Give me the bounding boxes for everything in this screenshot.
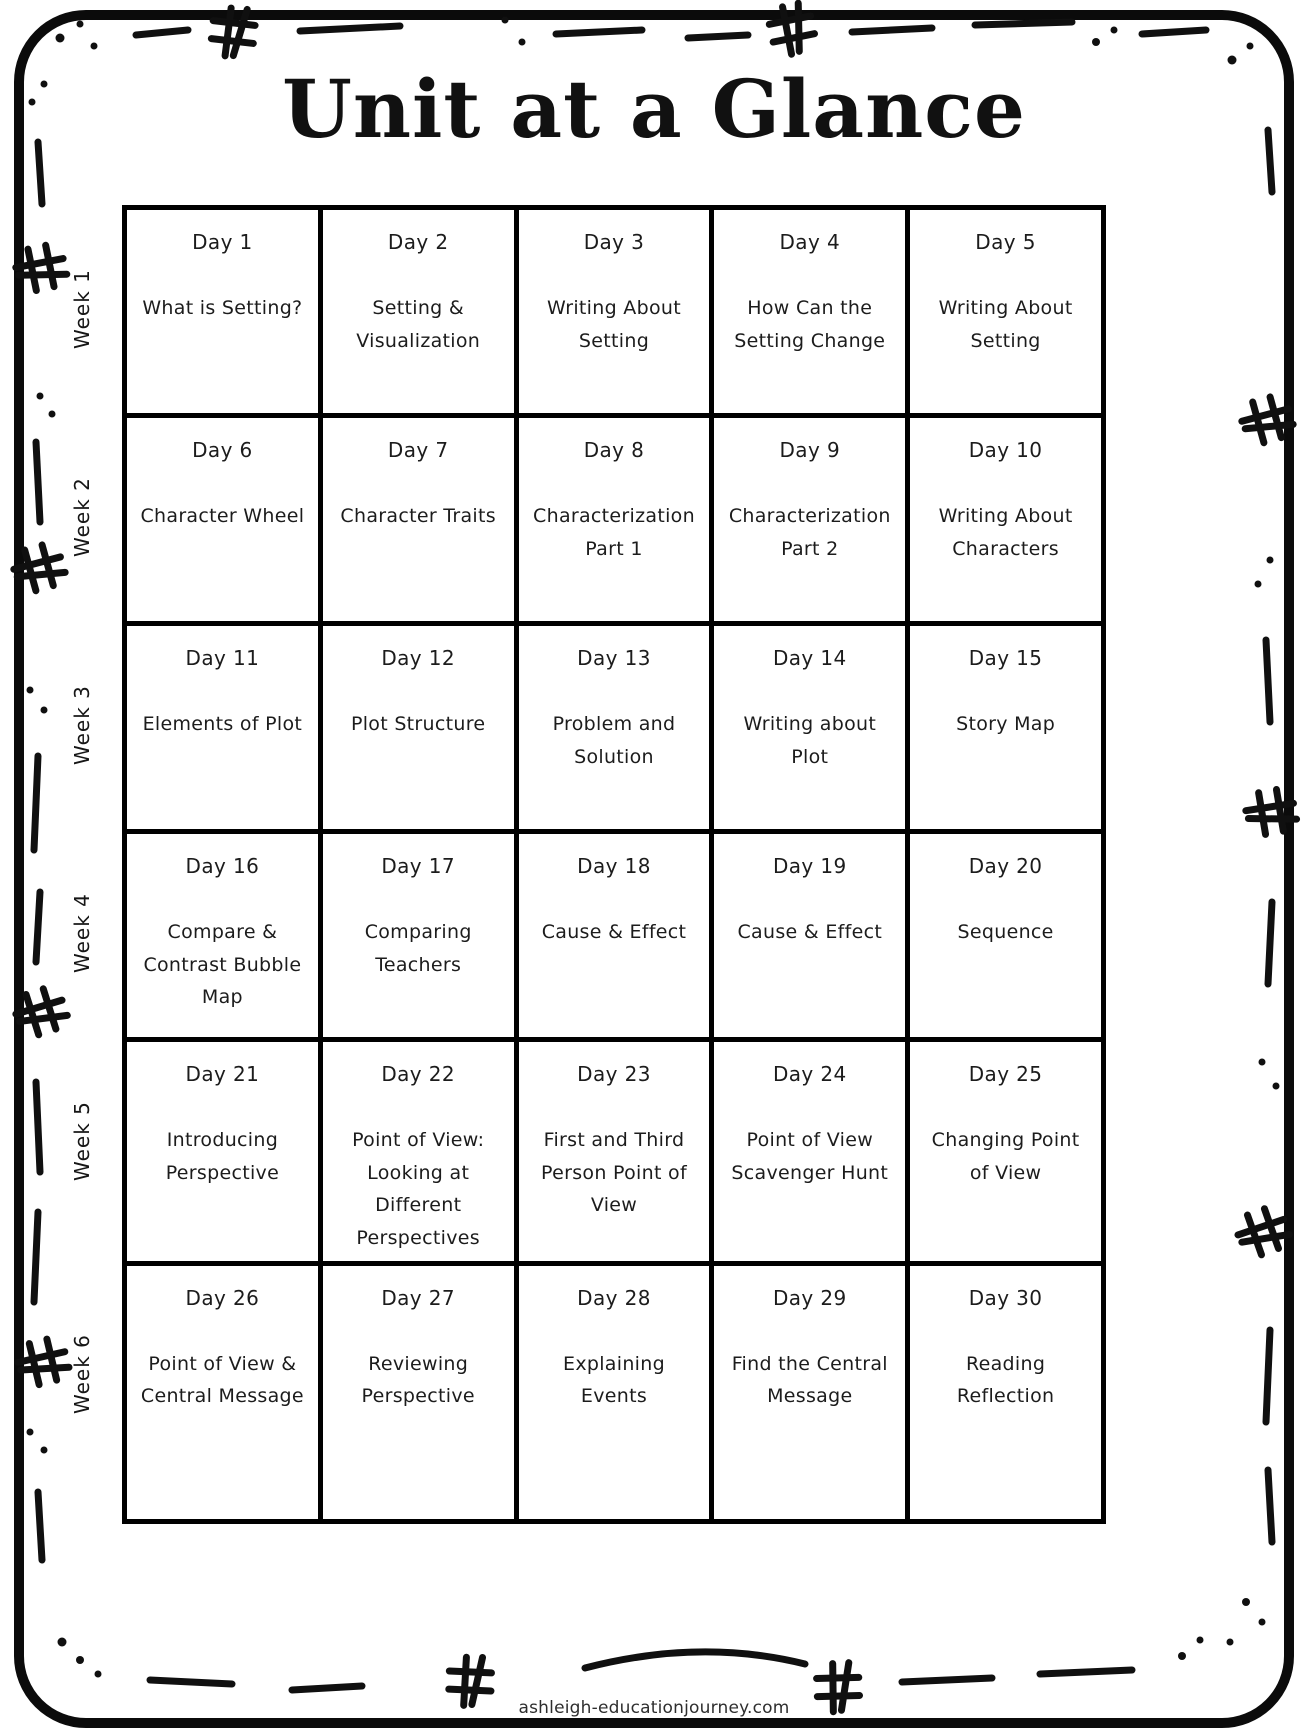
day-label: Day 5 [975,230,1036,254]
day-topic: Cause & Effect [737,921,883,943]
day-topic: Writing About Characters [938,505,1073,560]
day-cell [712,416,908,624]
day-label: Day 27 [381,1285,456,1310]
day-cell [908,416,1104,624]
day-topic: Elements of Plot [142,713,303,735]
day-cell [516,832,712,1040]
day-label: Day 18 [577,854,651,878]
day-label: Day 4 [779,230,841,254]
day-label: Day 10 [968,438,1043,462]
day-label: Day 21 [185,1062,260,1086]
day-cell [712,208,908,416]
day-cell [516,1040,712,1264]
day-cell [908,1040,1104,1264]
day-cell [516,416,712,624]
day-topic: Changing Point of View [931,1129,1080,1184]
week-row [125,208,1104,416]
week-label: Week 2 [70,477,94,557]
day-topic: Point of View & Central Message [140,1352,304,1408]
day-topic: Writing about Plot [743,713,877,768]
week-label: Week 6 [70,1334,94,1414]
day-cell [712,1040,908,1264]
day-topic: Cause & Effect [541,921,687,943]
day-cell [516,208,712,416]
day-cell [908,624,1104,832]
day-topic: First and Third Person Point of View [541,1129,687,1217]
day-topic: Plot Structure [350,713,486,735]
day-cell [516,624,712,832]
day-label: Day 12 [381,646,456,670]
day-topic: Story Map [956,713,1056,735]
day-cell [125,208,321,416]
week-row [125,416,1104,624]
day-topic: Comparing Teachers [364,921,472,976]
day-topic: Introducing Perspective [165,1129,280,1184]
day-topic: Character Wheel [140,505,305,527]
day-label: Day 3 [583,230,645,254]
day-label: Day 24 [772,1062,847,1086]
day-label: Day 7 [387,438,449,462]
week-row [125,624,1104,832]
day-cell [125,1040,321,1264]
day-cell [320,832,516,1040]
day-label: Day 17 [381,854,456,878]
day-topic: Point of View: Looking at Different Perspectives [352,1129,485,1250]
week-row [125,832,1104,1040]
day-cell [712,832,908,1040]
week-row [125,1263,1104,1521]
day-cell [320,208,516,416]
week-label: Week 5 [70,1101,94,1181]
day-topic: Characterization Part 1 [533,505,695,560]
day-topic: Writing About Setting [547,297,681,352]
week-label: Week 3 [70,685,94,765]
day-topic: Compare & Contrast Bubble Map [143,921,302,1009]
day-label: Day 20 [968,854,1043,878]
day-label: Day 2 [387,230,449,254]
website-watermark: ashleigh-educationjourney.com [518,1698,790,1718]
day-cell [516,1263,712,1521]
day-topic: Explaining Events [563,1352,665,1408]
day-label: Day 26 [185,1285,260,1310]
day-label: Day 22 [381,1062,456,1086]
day-topic: Sequence [957,921,1054,943]
day-label: Day 13 [577,646,651,670]
day-cell [125,1263,321,1521]
day-label: Day 23 [577,1062,651,1086]
day-topic: Point of View Scavenger Hunt [731,1129,889,1184]
day-cell [125,832,321,1040]
day-topic: Problem and Solution [552,713,676,768]
day-label: Day 1 [192,230,253,254]
day-label: Day 15 [968,646,1043,670]
day-cell [712,624,908,832]
day-topic: Reviewing Perspective [361,1352,475,1408]
week-row [125,1040,1104,1264]
day-cell [320,416,516,624]
day-topic: Writing About Setting [938,297,1073,352]
unit-table [122,205,1106,1524]
page-title: Unit at a Glance [282,62,1026,156]
day-label: Day 6 [192,438,253,462]
day-cell [712,1263,908,1521]
day-cell [125,416,321,624]
day-topic: Reading Reflection [956,1352,1055,1408]
day-label: Day 16 [185,854,260,878]
week-label: Week 4 [70,893,94,973]
day-label: Day 19 [772,854,847,878]
day-topic: Characterization Part 2 [728,505,891,560]
unit-table-board [70,205,1106,1524]
day-cell [908,832,1104,1040]
day-label: Day 25 [968,1062,1043,1086]
day-label: Day 11 [185,646,260,670]
day-topic: Find the Central Message [731,1352,888,1408]
day-cell [125,624,321,832]
day-topic: What is Setting? [142,297,303,319]
day-cell [320,624,516,832]
day-label: Day 9 [779,438,841,462]
day-label: Day 30 [968,1285,1043,1310]
day-cell [320,1263,516,1521]
day-cell [320,1040,516,1264]
day-cell [908,1263,1104,1521]
day-topic: Setting & Visualization [356,297,481,352]
day-topic: Character Traits [340,505,496,527]
day-label: Day 8 [583,438,645,462]
week-label: Week 1 [70,269,94,349]
day-label: Day 28 [577,1285,651,1310]
day-cell [908,208,1104,416]
day-topic: How Can the Setting Change [734,297,886,352]
day-label: Day 14 [772,646,847,670]
day-label: Day 29 [772,1285,847,1310]
